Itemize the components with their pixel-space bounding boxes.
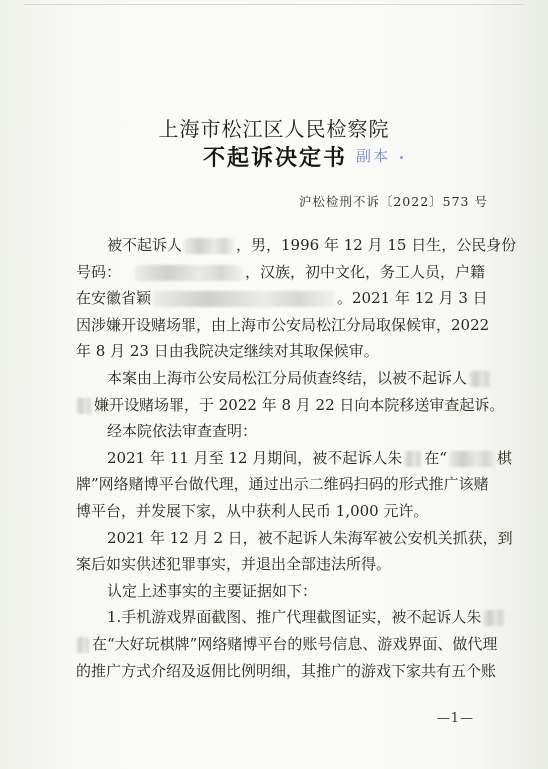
paragraph-1-line-2 — [76, 259, 484, 286]
text-fragment: 在“ — [424, 448, 447, 467]
redacted-name — [184, 238, 234, 254]
text-fragment: 棋 — [496, 448, 512, 467]
document-body — [76, 232, 517, 684]
text-fragment: 被不起诉人 — [107, 236, 183, 254]
paragraph-5-line-1: 2021 年 12 月 2 日，被不起诉人朱海军被公安机关抓获，到 — [107, 528, 513, 547]
redacted-name — [404, 451, 422, 467]
paragraph-2-line-2 — [76, 392, 505, 419]
paragraph-7-line-2 — [76, 631, 498, 658]
redacted-name — [483, 610, 505, 626]
text-fragment: 。2021 年 12 月 3 日 — [337, 289, 488, 308]
text-fragment: 本案由上海市公安局松江分局侦查终结，以被不起诉人 — [107, 368, 468, 387]
redacted-platform-name — [449, 451, 495, 467]
paragraph-1-line-1 — [76, 232, 517, 259]
page-number: —1— — [436, 711, 474, 726]
paragraph-4-line-1 — [76, 445, 512, 472]
text-fragment: 在“大好玩棋牌”网络赌博平台的账号信息、游戏界面、做代理 — [92, 634, 498, 653]
stamp-ink-dot — [400, 156, 403, 159]
text-fragment: 2021 年 11 月至 12 月期间，被不起诉人朱 — [107, 448, 403, 467]
paragraph-1-line-5: 年 8 月 23 日由我院决定继续对其取保候审。 — [76, 342, 379, 361]
redacted-name — [76, 398, 92, 414]
paragraph-2-line-1 — [76, 365, 484, 392]
paragraph-4-line-3: 博平台，并发展下家，从中获利人民币 1,000 元许。 — [76, 501, 429, 520]
paragraph-4-line-2: 牌”网络赌博平台做代理，通过出示二维码扫码的形式推广该赌 — [76, 475, 489, 494]
text-fragment: ，汉族，初中文化，务工人员，户籍 — [245, 262, 486, 281]
paragraph-3-line-1: 经本院依法审查查明： — [107, 422, 258, 441]
redacted-address — [153, 291, 335, 307]
text-fragment: 号码： — [76, 262, 122, 281]
paragraph-1-line-3 — [76, 285, 488, 312]
redacted-id-number — [135, 265, 243, 281]
paragraph-6-line-1: 认定上述事实的主要证据如下： — [107, 581, 318, 600]
redacted-name — [76, 637, 90, 653]
text-fragment: ，男，1996 年 12 月 15 日生，公民身份 — [236, 236, 517, 254]
paragraph-7-line-3: 的推广方式介绍及返佣比例明细，其推广的游戏下家共有五个账 — [76, 661, 497, 680]
paragraph-5-line-2: 案后如实供述犯罪事实，并退出全部违法所得。 — [76, 555, 392, 574]
document-number: 沪松检刑不诉〔2022〕573 号 — [298, 194, 488, 209]
document-title: 不起诉决定书 — [202, 146, 347, 171]
paragraph-1-line-4: 因涉嫌开设赌场罪，由上海市公安局松江分局取保候审，2022 — [76, 315, 490, 334]
organization-name: 上海市松江区人民检察院 — [158, 117, 390, 141]
copy-stamp: 副本 — [356, 147, 391, 165]
text-fragment: 1.手机游戏界面截图、推广代理截图证实，被不起诉人朱 — [107, 608, 482, 627]
text-fragment: 嫌开设赌场罪，于 2022 年 8 月 22 日向本院移送审查起诉。 — [94, 395, 505, 414]
text-fragment: 在安徽省颖 — [76, 289, 152, 308]
top-border-line — [24, 4, 524, 5]
paragraph-7-line-1 — [76, 604, 484, 631]
redacted-name — [469, 371, 491, 387]
